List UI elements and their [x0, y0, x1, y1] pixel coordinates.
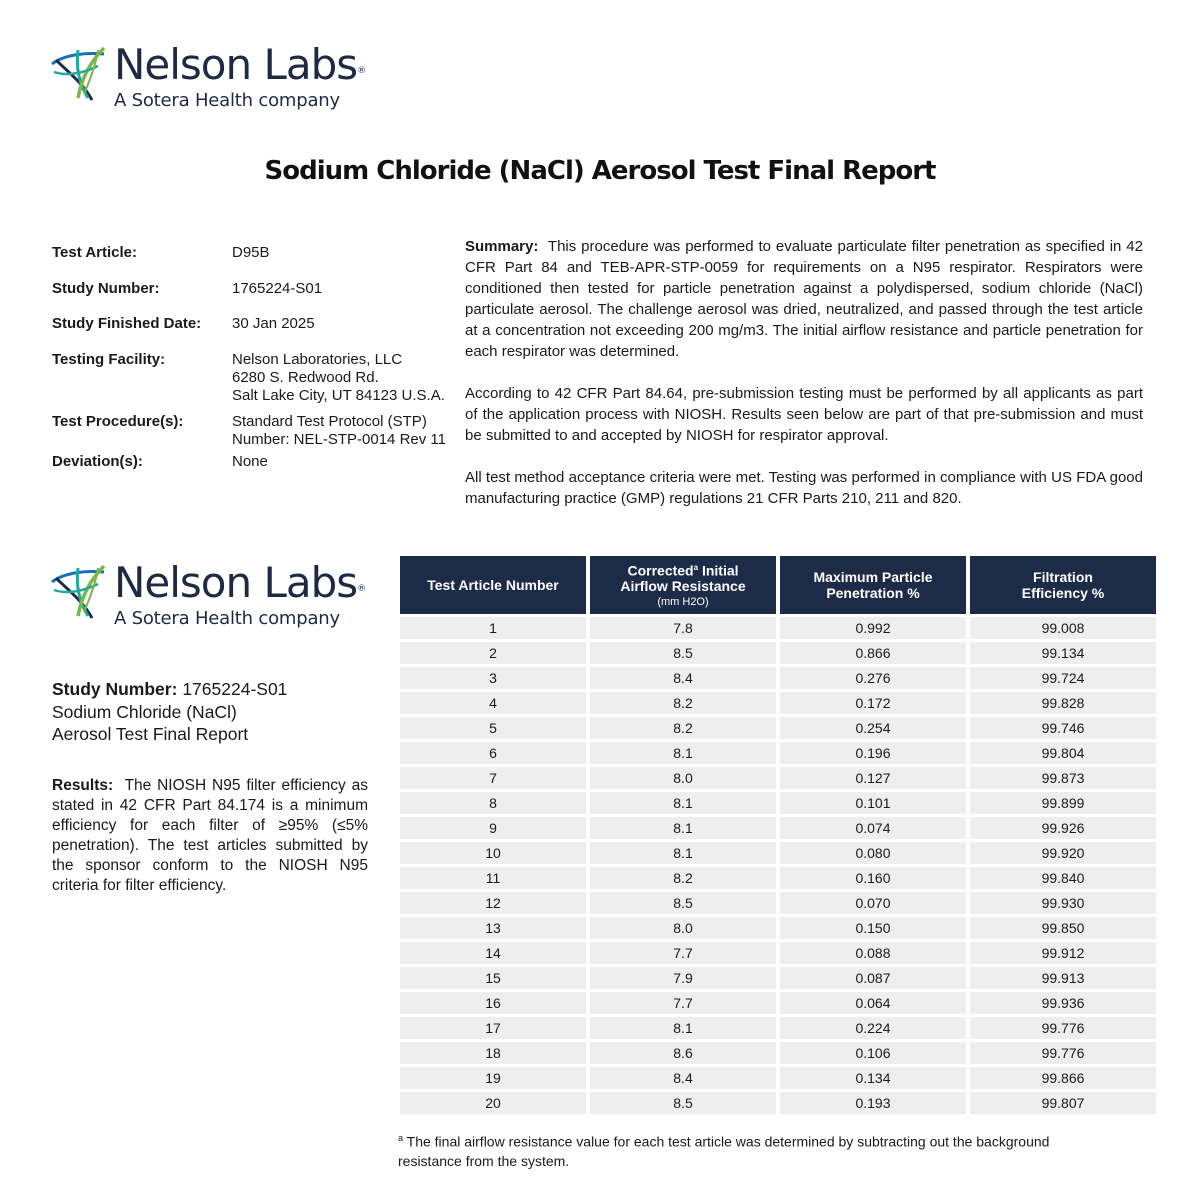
cell-article-number: 8: [400, 792, 586, 814]
cell-penetration: 0.080: [780, 842, 966, 864]
brand-name: Nelson Labs®: [114, 558, 367, 607]
cell-filtration-efficiency: 99.807: [970, 1092, 1156, 1114]
cell-article-number: 15: [400, 967, 586, 989]
cell-article-number: 1: [400, 617, 586, 639]
cell-article-number: 17: [400, 1017, 586, 1039]
cell-filtration-efficiency: 99.926: [970, 817, 1156, 839]
cell-article-number: 20: [400, 1092, 586, 1114]
table-row: [400, 1067, 1156, 1089]
table-row: [400, 667, 1156, 689]
meta-row-testing-facility: Testing Facility: Nelson Laboratories, LLC 6280 S. Redwood Rd. Salt Lake City, UT 84123 U.S.A.: [52, 351, 445, 404]
cell-penetration: 0.087: [780, 967, 966, 989]
table-row: [400, 792, 1156, 814]
cell-penetration: 0.150: [780, 917, 966, 939]
table-row: [400, 692, 1156, 714]
cell-penetration: 0.134: [780, 1067, 966, 1089]
cell-airflow-resistance: 8.4: [590, 1067, 776, 1089]
cell-article-number: 7: [400, 767, 586, 789]
meta-row-finished-date: Study Finished Date: 30 Jan 2025: [52, 315, 315, 332]
table-row: [400, 1042, 1156, 1064]
cell-filtration-efficiency: 99.920: [970, 842, 1156, 864]
cell-filtration-efficiency: 99.776: [970, 1042, 1156, 1064]
summary-paragraph-1: Summary: This procedure was performed to evaluate particulate filter penetration as specified in 42 CFR Part 84 and TEB-APR-STP-0059 for requirements on a N95 respirator. Respirators were conditioned then tested for particle penetration against a polydispersed, sodium chloride (NaCl) particulate aerosol. The challenge aerosol was dried, neutralized, and passed through the test article at a concentration not exceeding 200 mg/m3. The initial airflow resistance and particle penetration for each respirator was determined.: [465, 238, 1143, 360]
cell-airflow-resistance: 8.4: [590, 667, 776, 689]
cell-article-number: 12: [400, 892, 586, 914]
table-row: [400, 892, 1156, 914]
cell-airflow-resistance: 8.2: [590, 717, 776, 739]
header-test-article-number: Test Article Number: [400, 556, 586, 614]
cell-penetration: 0.196: [780, 742, 966, 764]
table-header-row: [400, 556, 1156, 614]
table-row: [400, 617, 1156, 639]
cell-airflow-resistance: 8.1: [590, 842, 776, 864]
cell-airflow-resistance: 8.5: [590, 1092, 776, 1114]
cell-airflow-resistance: 8.5: [590, 892, 776, 914]
cell-article-number: 13: [400, 917, 586, 939]
cell-article-number: 2: [400, 642, 586, 664]
cell-penetration: 0.866: [780, 642, 966, 664]
header-airflow-resistance: Corrected$^a$ Initial Airflow Resistance (mm H2O): [590, 556, 776, 614]
cell-filtration-efficiency: 99.913: [970, 967, 1156, 989]
table-row: [400, 867, 1156, 889]
cell-penetration: 0.101: [780, 792, 966, 814]
table-row: [400, 1017, 1156, 1039]
meta-row-test-procedure: Test Procedure(s): Standard Test Protocol (STP) Number: NEL-STP-0014 Rev 11: [52, 413, 446, 448]
table-footnote: $^a$ The final airflow resistance value for each test article was determined by subtracting out the background resistance from the system.: [398, 1133, 1050, 1169]
cell-article-number: 9: [400, 817, 586, 839]
summary-paragraph-3: All test method acceptance criteria were met. Testing was performed in compliance with US FDA good manufacturing practice (GMP) regulations 21 CFR Parts 210, 211 and 820.: [465, 469, 1143, 507]
cell-penetration: 0.172: [780, 692, 966, 714]
summary-section: [465, 236, 1143, 530]
cell-airflow-resistance: 8.6: [590, 1042, 776, 1064]
cell-airflow-resistance: 8.1: [590, 817, 776, 839]
cell-article-number: 4: [400, 692, 586, 714]
cell-airflow-resistance: 8.1: [590, 742, 776, 764]
cell-filtration-efficiency: 99.724: [970, 667, 1156, 689]
cell-penetration: 0.088: [780, 942, 966, 964]
cell-airflow-resistance: 8.0: [590, 767, 776, 789]
cell-article-number: 5: [400, 717, 586, 739]
meta-row-study-number: Study Number: 1765224-S01: [52, 280, 323, 297]
cell-article-number: 19: [400, 1067, 586, 1089]
table-row: [400, 942, 1156, 964]
cell-filtration-efficiency: 99.850: [970, 917, 1156, 939]
table-row: [400, 767, 1156, 789]
table-row: [400, 967, 1156, 989]
cell-airflow-resistance: 8.5: [590, 642, 776, 664]
meta-row-test-article: Test Article: D95B: [52, 244, 270, 261]
table-row: [400, 842, 1156, 864]
nelson-labs-logo: [48, 42, 366, 111]
cell-penetration: 0.074: [780, 817, 966, 839]
cell-airflow-resistance: 7.7: [590, 942, 776, 964]
results-sidebar: [52, 678, 368, 896]
summary-paragraph-2: According to 42 CFR Part 84.64, pre-submission testing must be performed by all applicants as part of the application process with NIOSH. Results seen below are part of that pre-submission and must be submitted to and accepted by NIOSH for respirator approval.: [465, 385, 1143, 444]
cell-article-number: 3: [400, 667, 586, 689]
header-filtration-efficiency: Filtration Efficiency %: [970, 556, 1156, 614]
cell-article-number: 11: [400, 867, 586, 889]
cell-filtration-efficiency: 99.912: [970, 942, 1156, 964]
cell-penetration: 0.193: [780, 1092, 966, 1114]
cell-filtration-efficiency: 99.828: [970, 692, 1156, 714]
brand-name: Nelson Labs®: [114, 40, 367, 89]
cell-airflow-resistance: 8.1: [590, 792, 776, 814]
cell-penetration: 0.070: [780, 892, 966, 914]
cell-filtration-efficiency: 99.936: [970, 992, 1156, 1014]
cell-penetration: 0.276: [780, 667, 966, 689]
cell-airflow-resistance: 7.8: [590, 617, 776, 639]
cell-filtration-efficiency: 99.873: [970, 767, 1156, 789]
results-table: [396, 553, 1160, 1117]
cell-airflow-resistance: 8.0: [590, 917, 776, 939]
results-statement: Results: The NIOSH N95 filter efficiency as stated in 42 CFR Part 84.174 is a minimum efficiency for each filter of ≥95% (≤5% penetration). The test articles submitted by the sponsor conform to the NIOSH N95 criteria for filter efficiency.: [52, 776, 368, 894]
cell-penetration: 0.064: [780, 992, 966, 1014]
table-body: [400, 617, 1156, 1114]
cell-filtration-efficiency: 99.930: [970, 892, 1156, 914]
cell-article-number: 14: [400, 942, 586, 964]
cell-penetration: 0.127: [780, 767, 966, 789]
side-study-block: Study Number: 1765224-S01 Sodium Chloride (NaCl) Aerosol Test Final Report: [52, 679, 288, 744]
table-row: [400, 1092, 1156, 1114]
report-title: Sodium Chloride (NaCl) Aerosol Test Final Report: [264, 156, 936, 186]
table-row: [400, 642, 1156, 664]
brand-tagline: A Sotera Health company: [114, 608, 340, 629]
table-row: [400, 817, 1156, 839]
brand-tagline: A Sotera Health company: [114, 90, 340, 111]
cell-airflow-resistance: 7.7: [590, 992, 776, 1014]
table-row: [400, 992, 1156, 1014]
results-table-container: [398, 553, 1157, 1117]
cell-filtration-efficiency: 99.804: [970, 742, 1156, 764]
nelson-labs-globe-icon: [48, 42, 110, 104]
header-max-penetration: Maximum Particle Penetration %: [780, 556, 966, 614]
cell-filtration-efficiency: 99.746: [970, 717, 1156, 739]
cell-filtration-efficiency: 99.776: [970, 1017, 1156, 1039]
table-row: [400, 717, 1156, 739]
cell-filtration-efficiency: 99.134: [970, 642, 1156, 664]
table-row: [400, 742, 1156, 764]
meta-row-deviations: Deviation(s): None: [52, 453, 268, 470]
cell-penetration: 0.224: [780, 1017, 966, 1039]
cell-airflow-resistance: 8.1: [590, 1017, 776, 1039]
cell-airflow-resistance: 7.9: [590, 967, 776, 989]
cell-article-number: 16: [400, 992, 586, 1014]
cell-penetration: 0.106: [780, 1042, 966, 1064]
cell-article-number: 6: [400, 742, 586, 764]
nelson-labs-logo-secondary: [48, 560, 366, 629]
cell-airflow-resistance: 8.2: [590, 692, 776, 714]
cell-filtration-efficiency: 99.840: [970, 867, 1156, 889]
nelson-labs-globe-icon: [48, 560, 110, 622]
cell-penetration: 0.254: [780, 717, 966, 739]
cell-article-number: 10: [400, 842, 586, 864]
cell-filtration-efficiency: 99.899: [970, 792, 1156, 814]
cell-penetration: 0.160: [780, 867, 966, 889]
cell-filtration-efficiency: 99.866: [970, 1067, 1156, 1089]
cell-airflow-resistance: 8.2: [590, 867, 776, 889]
study-metadata: [52, 244, 452, 477]
cell-penetration: 0.992: [780, 617, 966, 639]
cell-filtration-efficiency: 99.008: [970, 617, 1156, 639]
table-row: [400, 917, 1156, 939]
cell-article-number: 18: [400, 1042, 586, 1064]
